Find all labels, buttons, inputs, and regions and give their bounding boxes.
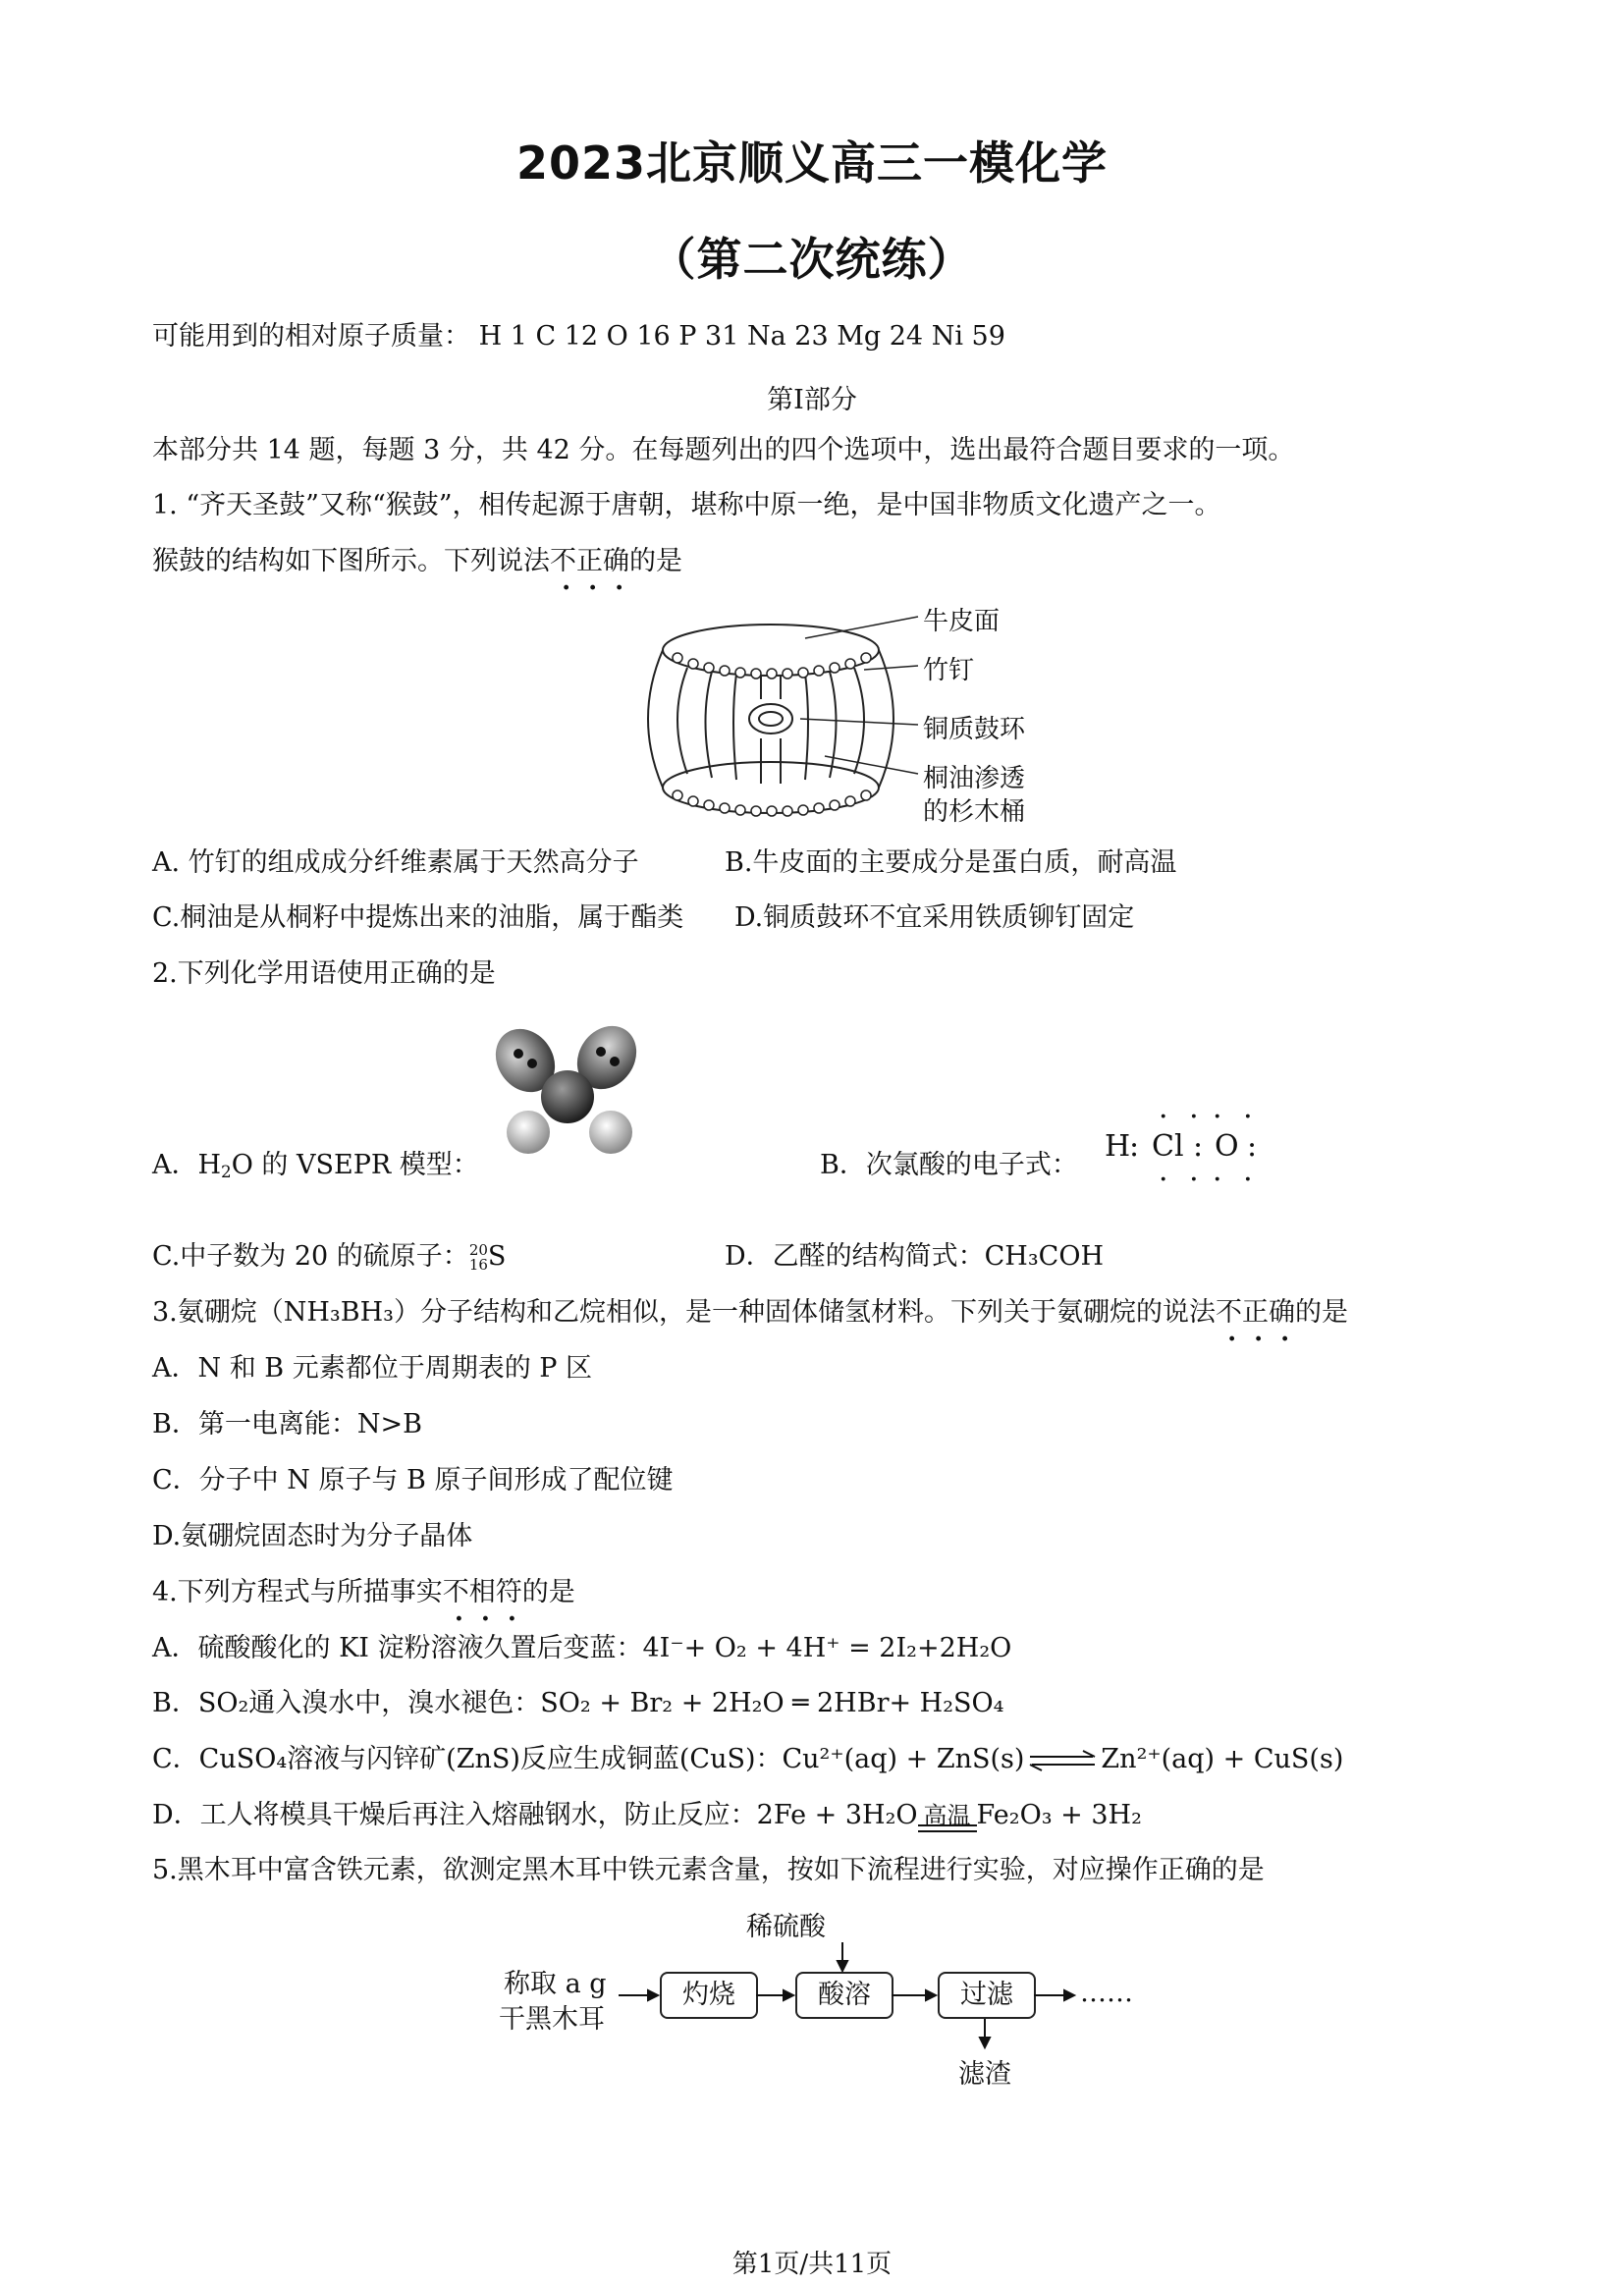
- q4-d-left: D．工人将模具干燥后再注入熔融钢水，防止反应：2Fe + 3H₂O: [152, 1800, 918, 1830]
- q2-option-d: D．乙醛的结构简式：CH₃COH: [725, 1241, 1105, 1272]
- lewis-lone-pair: · ·: [1213, 1100, 1259, 1134]
- lewis-h: H: [1105, 1129, 1131, 1164]
- label-nail: 竹钉: [923, 656, 975, 685]
- emphasis-char: 不: [1215, 1297, 1242, 1328]
- element-symbol: S: [487, 1241, 507, 1272]
- q4-option-b: B．SO₂通入溴水中，溴水褪色：SO₂ + Br₂ + 2H₂O ═ 2HBr+ H₂SO₄: [152, 1688, 1004, 1718]
- vsepr-model-image: [481, 1016, 658, 1164]
- atomic-number: 16: [468, 1255, 488, 1274]
- condition-text: 高温: [923, 1802, 971, 1829]
- equilibrium-arrow-icon: [1028, 1749, 1097, 1772]
- q3-option-a: A．N 和 B 元素都位于周期表的 P 区: [152, 1353, 593, 1384]
- emphasis-char: 相: [468, 1577, 496, 1607]
- mass-number: 20: [468, 1240, 488, 1259]
- q1-stem-line1: 1. “齐天圣鼓”又称“猴鼓”，相传起源于唐朝，堪称中原一绝，是中国非物质文化遗产之一。: [152, 490, 1221, 520]
- q4-option-c: [152, 1743, 1343, 1776]
- q4-c-right: Zn²⁺(aq) + CuS(s): [1101, 1744, 1344, 1774]
- q3-stem: [152, 1296, 1348, 1330]
- flow-start-line1: 称取 a g: [504, 1969, 607, 1999]
- atomic-masses: 可能用到的相对原子质量： H 1 C 12 O 16 P 31 Na 23 Mg 24 Ni 59: [152, 321, 1005, 352]
- exam-title: 2023北京顺义高三一模化学: [515, 136, 1109, 190]
- q4-option-d: [152, 1799, 1142, 1832]
- q4-d-right: Fe₂O₃ + 3H₂: [976, 1800, 1142, 1830]
- instructions: 本部分共 14 题，每题 3 分，共 42 分。在每题列出的四个选项中，选出最符合题目要求的一项。: [152, 435, 1295, 465]
- reaction-condition: [918, 1802, 977, 1832]
- lewis-cl: Cl: [1152, 1129, 1184, 1164]
- emphasis-char: 符: [495, 1577, 522, 1607]
- q2-option-b: B．次氯酸的电子式：: [820, 1150, 1078, 1180]
- flow-ellipsis: ……: [1080, 1978, 1133, 2008]
- flow-residue-label: 滤渣: [958, 2059, 1011, 2090]
- q4-stem-text: 4.下列方程式与所描事实: [152, 1577, 443, 1607]
- q3-stem-text: 3.氨硼烷（NH₃BH₃）分子结构和乙烷相似，是一种固体储氢材料。下列关于氨硼烷的说法: [152, 1297, 1216, 1328]
- label-barrel-1: 桐油渗透: [923, 764, 1026, 793]
- q2-c-prefix: C.中子数为 20 的硫原子：: [152, 1241, 469, 1272]
- q3-stem-text-end: 的是: [1294, 1297, 1348, 1328]
- q4-stem-text-end: 的是: [521, 1577, 575, 1607]
- emphasis-char: 确: [603, 546, 629, 576]
- q2-option-a: [152, 1149, 479, 1188]
- emphasis-char: 正: [576, 546, 603, 576]
- flow-step-dissolve: 酸溶: [795, 1972, 893, 2019]
- label-skin: 牛皮面: [923, 607, 1001, 636]
- lewis-lone-pair: :: [1247, 1129, 1258, 1164]
- q3-option-b: B．第一电离能：N>B: [152, 1409, 422, 1440]
- q3-option-c: C．分子中 N 原子与 B 原子间形成了配位键: [152, 1465, 674, 1496]
- flow-step-filter: 过滤: [938, 1972, 1036, 2019]
- flow-acid-label: 稀硫酸: [746, 1912, 826, 1942]
- q5-stem: 5.黑木耳中富含铁元素，欲测定黑木耳中铁元素含量，按如下流程进行实验，对应操作正确的是: [152, 1855, 1265, 1885]
- q1-stem-line2: [152, 545, 682, 578]
- emphasis-char: 不: [550, 546, 576, 576]
- lewis-bond-dots: :: [1129, 1129, 1140, 1164]
- label-barrel-2: 的杉木桶: [923, 797, 1026, 827]
- q2-a-prefix: A．H: [152, 1150, 222, 1180]
- q2-stem: 2.下列化学用语使用正确的是: [152, 958, 496, 989]
- lewis-lone-pair: · ·: [1213, 1163, 1259, 1197]
- flow-start-line2: 干黑木耳: [499, 2004, 605, 2035]
- lewis-lone-pair: · ·: [1159, 1163, 1205, 1197]
- q1-option-c: C.桐油是从桐籽中提炼出来的油脂，属于酯类: [152, 902, 684, 933]
- q1-option-b: B.牛皮面的主要成分是蛋白质，耐高温: [725, 847, 1177, 878]
- q4-option-a: A．硫酸酸化的 KI 淀粉溶液久置后变蓝：4I⁻+ O₂ + 4H⁺ = 2I₂+2H₂O: [152, 1633, 1012, 1663]
- hclo-lewis-structure: [1105, 1100, 1272, 1198]
- q1-option-a: A. 竹钉的组成成分纤维素属于天然高分子: [152, 847, 639, 878]
- lewis-bond-dots: :: [1193, 1129, 1204, 1164]
- label-ring: 铜质鼓环: [923, 715, 1026, 744]
- emphasis-char: 正: [1241, 1297, 1269, 1328]
- q2-option-c: [152, 1240, 506, 1274]
- emphasis-char: 确: [1268, 1297, 1295, 1328]
- q4-stem: [152, 1576, 575, 1609]
- q1-stem-text: 猴鼓的结构如下图所示。下列说法: [152, 546, 550, 576]
- flow-step-burn: 灼烧: [660, 1972, 758, 2019]
- part-title: 第Ⅰ部分: [767, 385, 857, 415]
- flow-arrows: [609, 1934, 1100, 2062]
- nuclide-numbers: [468, 1240, 488, 1274]
- page-footer: 第1页/共11页: [731, 2250, 893, 2279]
- lewis-o: O: [1215, 1129, 1239, 1164]
- exam-subtitle: （第二次统练）: [650, 233, 974, 286]
- lewis-lone-pair: · ·: [1159, 1100, 1205, 1134]
- q2-a-sub: 2: [221, 1162, 232, 1182]
- q2-a-suffix: O 的 VSEPR 模型：: [231, 1150, 479, 1180]
- q4-c-left: C．CuSO₄溶液与闪锌矿(ZnS)反应生成铜蓝(CuS)：Cu²⁺(aq) + ZnS(s): [152, 1744, 1025, 1774]
- q3-option-d: D.氨硼烷固态时为分子晶体: [152, 1521, 473, 1551]
- q1-option-d: D.铜质鼓环不宜采用铁质铆钉固定: [734, 902, 1135, 933]
- q1-stem-text-end: 的是: [629, 546, 682, 576]
- emphasis-char: 不: [442, 1577, 469, 1607]
